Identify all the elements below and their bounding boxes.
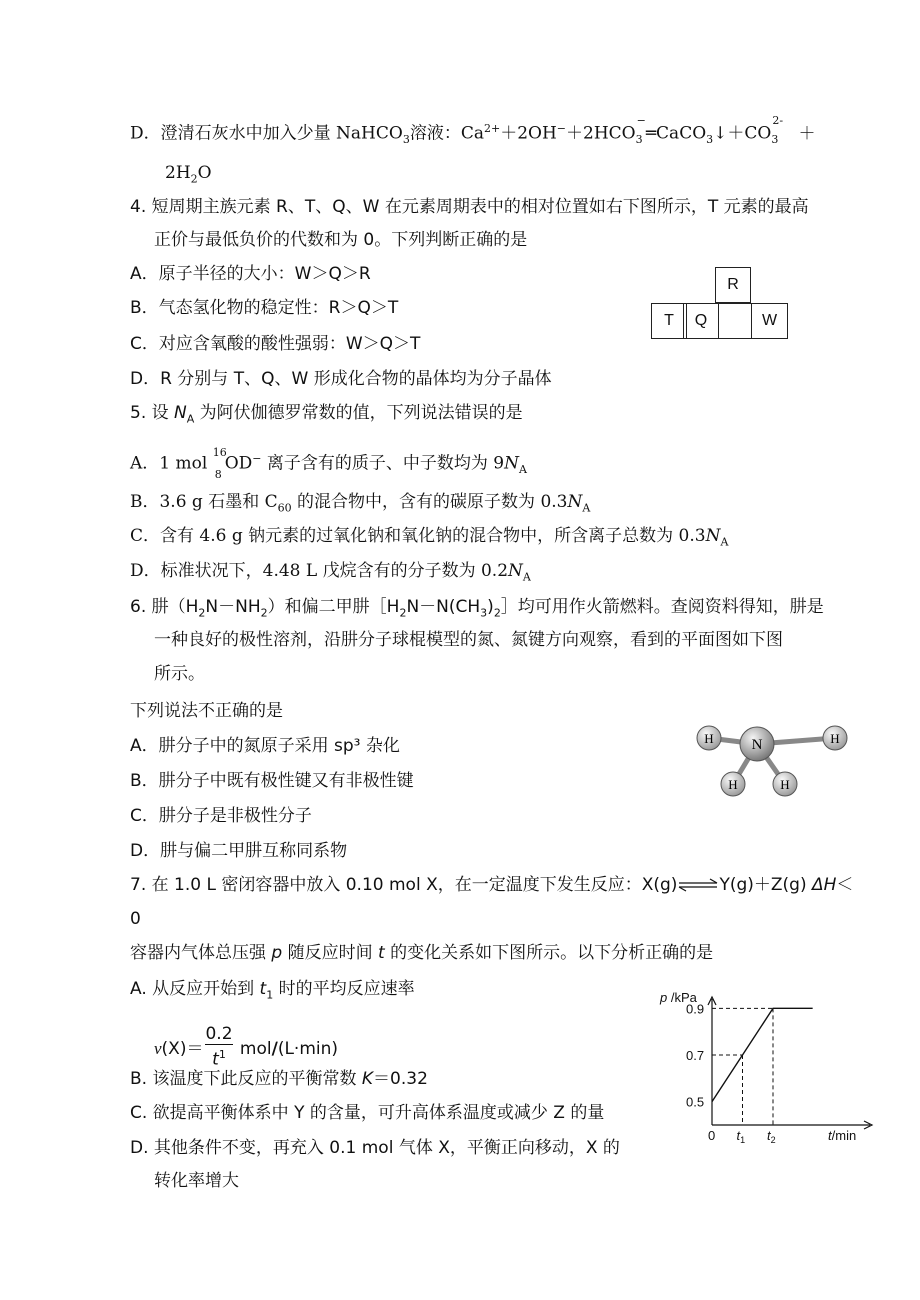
q4-stem-1: 4. 短周期主族元素 R、T、Q、W 在元素周期表中的相对位置如右下图所示，T 元素的最高 [130,197,809,217]
q6-option-a: A．肼分子中的氮原子采用 sp³ 杂化 [130,736,400,756]
chart-x-label: t/min [828,1128,857,1143]
h-label-4: H [780,777,790,792]
n-label: N [751,737,763,753]
q4-option-d: D．R 分别与 T、Q、W 形成化合物的晶体均为分子晶体 [130,369,552,389]
cell-empty [715,303,751,339]
rate-fraction: $\frac{0.2}{t^1}$ [205,1024,233,1070]
q6-stem-3: 所示。 [154,664,205,684]
q5-option-b: B．3.6 g 石墨和 $C_{60}$ 的混合物中，含有的碳原子数为 $0.3N_A$ [130,492,591,515]
cell-r: R [715,267,751,303]
q4-option-b: B．气态氢化物的稳定性：R＞Q＞T [130,298,399,318]
q7-stem-2: 0 [130,909,141,929]
cell-w: W [751,303,788,339]
h-label-1: H [704,731,714,746]
y-tick-label: 0.7 [686,1048,705,1063]
q3-option-d-cont: $2H_2O$ [165,163,212,186]
q6-option-c: C．肼分子是非极性分子 [130,806,312,826]
q5-stem: 5. 设 $N_A$ 为阿伏伽德罗常数的值，下列说法错误的是 [130,403,523,426]
q6-option-b: B．肼分子中既有极性键又有非极性键 [130,771,414,791]
q7-option-c: C. 欲提高平衡体系中 Y 的含量，可升高体系温度或减少 Z 的量 [130,1103,605,1123]
hydrazine-model-figure [685,718,855,806]
y-tick-label: 0.5 [686,1094,705,1110]
q5-option-d: D．标准状况下，4.48 L 戊烷含有的分子数为 $0.2N_A$ [130,561,531,584]
cell-t: T [651,303,687,339]
q7-option-b: B. 该温度下此反应的平衡常数 K＝0.32 [130,1069,428,1089]
q7-option-d-1: D. 其他条件不变，再充入 0.1 mol 气体 X，平衡正向移动，X 的 [130,1138,620,1158]
q7-option-a-2: v(X)＝ $\frac{0.2}{t^1}$ mol∕(L·min) [154,1024,339,1070]
q3-option-d: D．澄清石灰水中加入少量 NaHCO$_3$溶液：$Ca^{2+}+2OH^-+2HCO_3^-═CaCO_3↓+CO_3^{2-}$ ＋ [130,114,816,147]
y-tick-label: 0.9 [686,1001,705,1017]
q7-stem-3: 容器内气体总压强 p 随反应时间 t 的变化关系如下图所示。以下分析正确的是 [130,943,714,963]
h-label-3: H [728,777,738,792]
q7-option-a-1: A. 从反应开始到 $t_1$ 时的平均反应速率 [130,979,415,1002]
q7-option-d-2: 转化率增大 [154,1171,239,1191]
q4-option-a: A．原子半径的大小：W＞Q＞R [130,264,371,284]
q5-option-c: C．含有 4.6 g 钠元素的过氧化钠和氧化钠的混合物中，所含离子总数为 $0.3N_A$ [130,526,729,549]
pressure-time-chart [660,985,880,1150]
q6-stem-1: 6. 肼$(H_2N-NH_2)$和偏二甲肼$[H_2N-N(CH_3)_2]$均可用作火箭燃料。查阅资料得知，肼是 [130,597,824,620]
x-tick-label: $t_1$ [736,1128,746,1145]
q4-option-c: C．对应含氧酸的酸性强弱：W＞Q＞T [130,334,421,354]
q4-stem-2: 正价与最低负价的代数和为 0。下列判断正确的是 [154,230,528,250]
cell-q: Q [683,303,719,339]
q6-stem-2: 一种良好的极性溶剂，沿肼分子球棍模型的氮、氮键方向观察，看到的平面图如下图 [154,630,783,650]
x-tick-label: $t_2$ [767,1128,776,1145]
chart-origin-label: 0 [708,1128,716,1143]
h-label-2: H [830,731,840,746]
equilibrium-arrow-icon [677,878,719,892]
q5-option-a: A．1 mol 16 8 OD− 离子含有的质子、中子数均为 $9N_A$ [130,446,527,482]
q7-stem-1: 7. 在 1.0 L 密闭容器中放入 0.10 mol X，在一定温度下发生反应：X(g) Y(g)＋Z(g) ΔH＜ [130,875,854,895]
q6-stem-4: 下列说法不正确的是 [130,701,283,721]
sub-3: 3 [402,133,410,147]
chart-y-label: p /kPa [660,990,697,1005]
q6-option-d: D．肼与偏二甲肼互称同系物 [130,841,348,861]
